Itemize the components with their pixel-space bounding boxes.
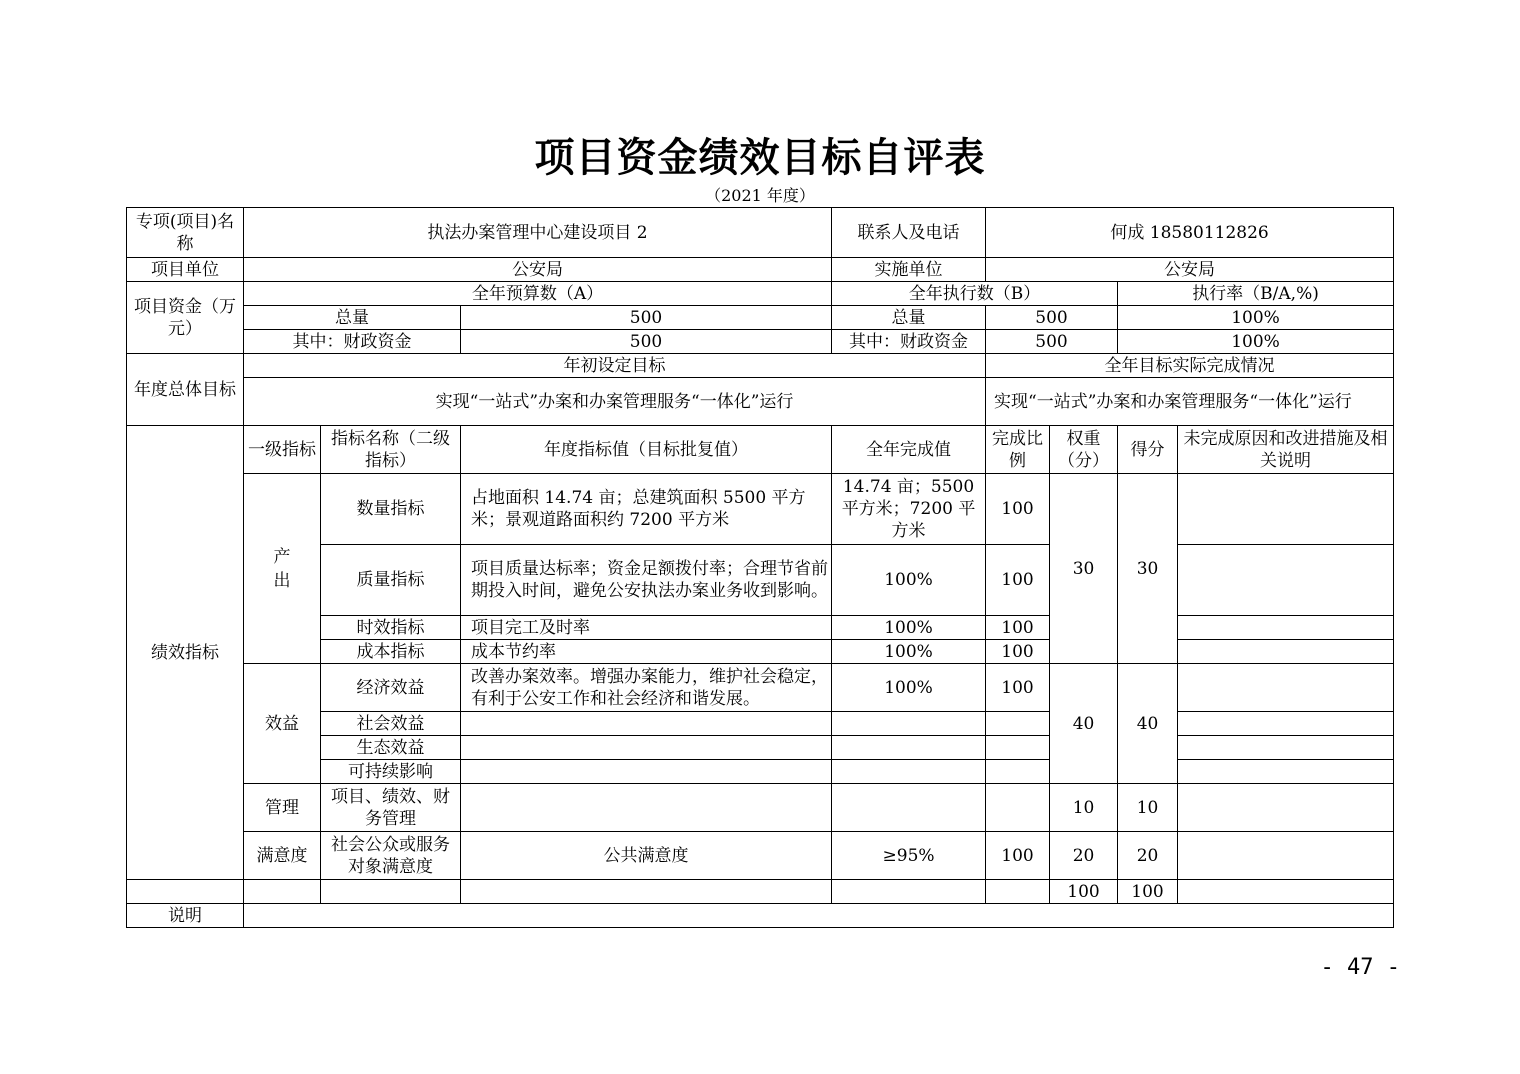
indicator-name: 社会公众或服务对象满意度 [321,832,461,880]
budget-fiscal-value: 500 [461,330,832,354]
indicator-target [461,712,832,736]
rate-total-value: 100% [1118,306,1394,330]
row-perf-header [127,426,1394,474]
budget-label: 全年预算数（A） [244,282,832,306]
indicator-target [461,760,832,784]
total-blank [1178,880,1394,904]
document-title: 项目资金绩效目标自评表 [534,134,986,181]
indicator-target: 公共满意度 [461,832,832,880]
indicator-ratio: 100 [986,545,1050,616]
exec-total-label: 总量 [832,306,986,330]
exec-label: 全年执行数（B） [832,282,1118,306]
perf-label: 绩效指标 [127,426,244,880]
indicator-reason [1178,474,1394,545]
project-name-label: 专项(项目)名称 [127,208,244,258]
table-row [127,474,1394,545]
col-reason: 未完成原因和改进措施及相关说明 [1178,426,1394,474]
goals-actual-label: 全年目标实际完成情况 [986,354,1394,378]
manage-score: 10 [1118,784,1178,832]
satisfaction-label: 满意度 [244,832,321,880]
satisfaction-score: 20 [1118,832,1178,880]
indicator-done: 100% [832,664,986,712]
indicator-ratio: 100 [986,616,1050,640]
indicator-name: 社会效益 [321,712,461,736]
col-ratio: 完成比例 [986,426,1050,474]
goals-label: 年度总体目标 [127,354,244,426]
indicator-ratio [986,784,1050,832]
indicator-done: 14.74 亩；5500 平方米；7200 平方米 [832,474,986,545]
indicator-done: 100% [832,616,986,640]
total-blank [986,880,1050,904]
indicator-ratio: 100 [986,474,1050,545]
row-note [127,904,1394,928]
note-label: 说明 [127,904,244,928]
indicator-name: 时效指标 [321,616,461,640]
indicator-ratio [986,736,1050,760]
indicator-name: 数量指标 [321,474,461,545]
indicator-name: 经济效益 [321,664,461,712]
indicator-reason [1178,832,1394,880]
indicator-name: 可持续影响 [321,760,461,784]
col-weight: 权重（分） [1050,426,1118,474]
row-funds-fiscal [127,330,1394,354]
indicator-target: 成本节约率 [461,640,832,664]
indicator-target: 占地面积 14.74 亩；总建筑面积 5500 平方米；景观道路面积约 7200 平方米 [461,474,832,545]
page-number: - 47 - [1320,955,1400,980]
contact-label: 联系人及电话 [832,208,986,258]
exec-fiscal-label: 其中：财政资金 [832,330,986,354]
total-blank [461,880,832,904]
total-blank [244,880,321,904]
unit-label: 项目单位 [127,258,244,282]
row-unit [127,258,1394,282]
indicator-reason [1178,712,1394,736]
table-row [127,664,1394,712]
total-blank [832,880,986,904]
manage-label: 管理 [244,784,321,832]
output-label: 产出 [244,474,321,664]
indicator-ratio [986,712,1050,736]
total-weight: 100 [1050,880,1118,904]
exec-fiscal-value: 500 [986,330,1118,354]
goals-initial-value: 实现“一站式”办案和办案管理服务“一体化”运行 [244,378,986,426]
total-blank [127,880,244,904]
indicator-name: 成本指标 [321,640,461,664]
indicator-name: 项目、绩效、财务管理 [321,784,461,832]
indicator-reason [1178,640,1394,664]
budget-fiscal-label: 其中：财政资金 [244,330,461,354]
output-score: 30 [1118,474,1178,664]
benefit-score: 40 [1118,664,1178,784]
output-weight: 30 [1050,474,1118,664]
benefit-weight: 40 [1050,664,1118,784]
indicator-ratio: 100 [986,640,1050,664]
indicator-target: 项目完工及时率 [461,616,832,640]
project-name-value: 执法办案管理中心建设项目 2 [244,208,832,258]
document-subtitle: （2021 年度） [705,186,815,205]
col-name: 指标名称（二级指标） [321,426,461,474]
indicator-reason [1178,784,1394,832]
indicator-ratio [986,760,1050,784]
indicator-name: 质量指标 [321,545,461,616]
row-goals-content [127,378,1394,426]
row-project-name [127,208,1394,258]
col-level1: 一级指标 [244,426,321,474]
total-score: 100 [1118,880,1178,904]
col-done: 全年完成值 [832,426,986,474]
indicator-reason [1178,616,1394,640]
manage-weight: 10 [1050,784,1118,832]
indicator-reason [1178,736,1394,760]
impl-unit-value: 公安局 [986,258,1394,282]
rate-label: 执行率（B/A,%) [1118,282,1394,306]
row-funds-header [127,282,1394,306]
row-goals-header [127,354,1394,378]
goals-initial-label: 年初设定目标 [244,354,986,378]
indicator-done: 100% [832,545,986,616]
row-total [127,880,1394,904]
impl-unit-label: 实施单位 [832,258,986,282]
indicator-reason [1178,760,1394,784]
table-row [127,832,1394,880]
satisfaction-weight: 20 [1050,832,1118,880]
benefit-label: 效益 [244,664,321,784]
indicator-done: 100% [832,640,986,664]
indicator-reason [1178,545,1394,616]
indicator-done: ≥95% [832,832,986,880]
indicator-target [461,784,832,832]
col-target: 年度指标值（目标批复值） [461,426,832,474]
budget-total-label: 总量 [244,306,461,330]
indicator-name: 生态效益 [321,736,461,760]
row-funds-total [127,306,1394,330]
indicator-target: 改善办案效率。增强办案能力，维护社会稳定，有利于公安工作和社会经济和谐发展。 [461,664,832,712]
indicator-ratio: 100 [986,832,1050,880]
indicator-done [832,784,986,832]
indicator-done [832,736,986,760]
exec-total-value: 500 [986,306,1118,330]
contact-value: 何成 18580112826 [986,208,1394,258]
self-evaluation-table [126,207,1394,928]
total-blank [321,880,461,904]
indicator-done [832,760,986,784]
indicator-target [461,736,832,760]
indicator-target: 项目质量达标率；资金足额拨付率；合理节省前期投入时间，避免公安执法办案业务收到影响。 [461,545,832,616]
indicator-ratio: 100 [986,664,1050,712]
rate-fiscal-value: 100% [1118,330,1394,354]
goals-actual-value: 实现“一站式”办案和办案管理服务“一体化”运行 [986,378,1394,426]
table-row [127,784,1394,832]
budget-total-value: 500 [461,306,832,330]
note-value [244,904,1394,928]
col-score: 得分 [1118,426,1178,474]
funds-label: 项目资金（万元） [127,282,244,354]
unit-value: 公安局 [244,258,832,282]
indicator-reason [1178,664,1394,712]
indicator-done [832,712,986,736]
